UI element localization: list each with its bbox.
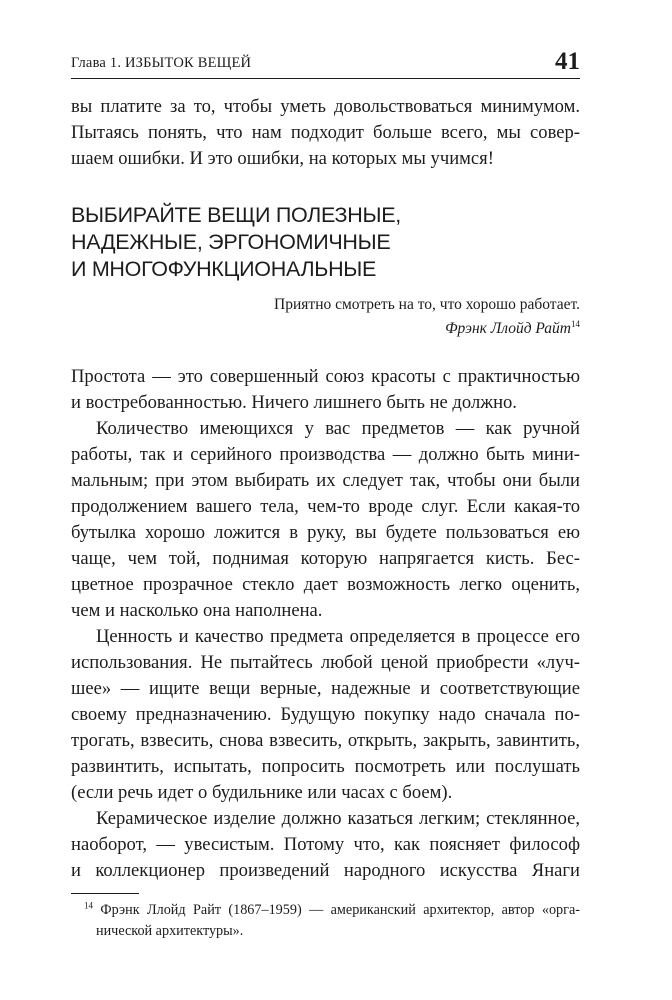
epigraph-author bbox=[445, 319, 580, 339]
footnote-ref: 14 bbox=[571, 318, 580, 329]
footnote-rule bbox=[71, 893, 139, 894]
body-line: чем и насколько она наполнена. bbox=[71, 600, 323, 621]
footnote-text: Фрэнк Ллойд Райт (1867–1959) — американский архитектор, автор «орга- bbox=[100, 902, 580, 918]
page-number: 41 bbox=[555, 48, 580, 75]
section-heading-line: ВЫБИРАЙТЕ ВЕЩИ ПОЛЕЗНЫЕ, bbox=[71, 203, 401, 227]
body-line: развинтить, испытать, попросить посмотреть или послушать bbox=[71, 756, 580, 777]
body-line: чаще, чем той, поднимая которую напрягается кисть. Бес- bbox=[71, 548, 580, 569]
body-line: использования. Не пытайтесь любой ценой приобрести «луч- bbox=[71, 652, 580, 673]
body-line: и востребованностью. Ничего лишнего быть не должно. bbox=[71, 392, 517, 413]
body-line: и коллекционер произведений народного искусства Янаги bbox=[71, 860, 580, 881]
body-line: шаем ошибки. И это ошибки, на которых мы учимся! bbox=[71, 148, 494, 169]
footnote-line: нической архитектуры». bbox=[96, 923, 244, 939]
footnote-line bbox=[84, 900, 580, 921]
chapter-title: Глава 1. ИЗБЫТОК ВЕЩЕЙ bbox=[71, 55, 252, 71]
body-line: работы, так и серийного производства — должно быть мини- bbox=[71, 444, 580, 465]
body-line: (если речь идет о будильнике или часах с боем). bbox=[71, 782, 453, 803]
body-line: наоборот, — увесистым. Потому что, как поясняет философ bbox=[71, 834, 580, 855]
running-header bbox=[71, 46, 580, 79]
body-line: цветное прозрачное стекло дает возможность легко оценить, bbox=[71, 574, 580, 595]
section-heading-line: И МНОГОФУНКЦИОНАЛЬНЫЕ bbox=[71, 257, 377, 281]
epigraph-author-name: Фрэнк Ллойд Райт bbox=[445, 320, 571, 337]
body-line: Пытаясь понять, что нам подходит больше всего, мы совер- bbox=[71, 122, 580, 143]
body-line: бутылка хорошо ложится в руку, вы будете пользоваться ею bbox=[71, 522, 580, 543]
section-heading-line: НАДЕЖНЫЕ, ЭРГОНОМИЧНЫЕ bbox=[71, 230, 391, 254]
body-line: трогать, взвесить, снова взвесить, открыть, закрыть, завинтить, bbox=[71, 730, 580, 751]
body-line: своему предназначению. Будущую покупку надо сначала по- bbox=[71, 704, 580, 725]
epigraph-quote: Приятно смотреть на то, что хорошо работает. bbox=[274, 296, 580, 313]
footnote-number: 14 bbox=[84, 900, 93, 911]
body-line: Ценность и качество предмета определяется в процессе его bbox=[96, 626, 580, 647]
body-line: вы платите за то, чтобы уметь довольствоваться минимумом. bbox=[71, 96, 580, 117]
body-line: мальным; при этом выбирать их следует так, чтобы они были bbox=[71, 470, 580, 491]
body-line: продолжением вашего тела, чем-то вроде слуг. Если какая-то bbox=[71, 496, 580, 517]
body-line: Простота — это совершенный союз красоты с практичностью bbox=[71, 366, 580, 387]
body-line: Керамическое изделие должно казаться легким; стеклянное, bbox=[96, 808, 580, 829]
body-line: шее» — ищите вещи верные, надежные и соответствующие bbox=[71, 678, 580, 699]
body-line: Количество имеющихся у вас предметов — как ручной bbox=[96, 418, 580, 439]
